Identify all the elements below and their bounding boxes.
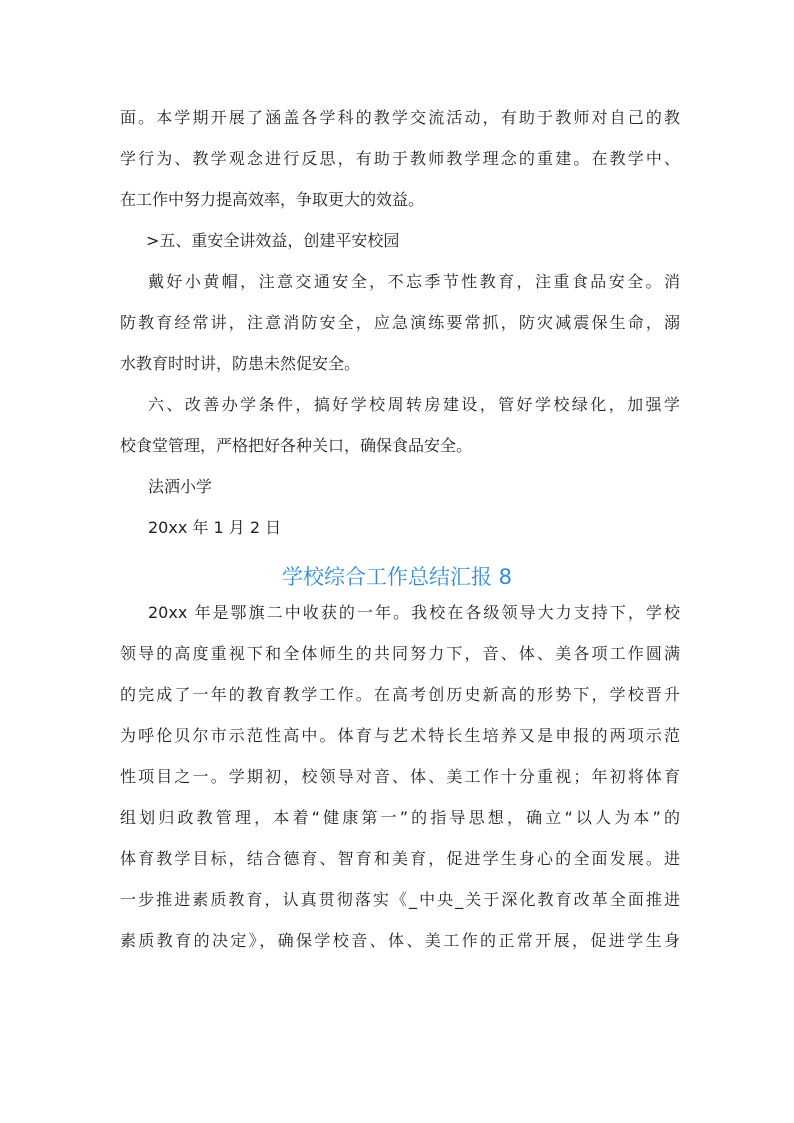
paragraph-line: 为呼伦贝尔市示范性高中。体育与艺术特长生培养又是申报的两项示范 [120,726,680,745]
paragraph-line: 体育教学目标，结合德育、智育和美育，促进学生身心的全面发展。进 [120,849,680,868]
paragraph-line: 戴好小黄帽，注意交通安全，不忘季节性教育，注重食品安全。消 [148,272,680,291]
paragraph-line: 的完成了一年的教育教学工作。在高考创历史新高的形势下，学校晋升 [120,685,680,704]
paragraph-line: 面。本学期开展了涵盖各学科的教学交流活动，有助于教师对自己的教 [120,108,680,127]
paragraph-line: 20xx 年是鄂旗二中收获的一年。我校在各级领导大力支持下，学校 [148,603,680,622]
paragraph-line: 性项目之一。学期初，校领导对音、体、美工作十分重视；年初将体育 [120,767,680,786]
paragraph-line: 领导的高度重视下和全体师生的共同努力下，音、体、美各项工作圆满 [120,644,680,663]
paragraph-line: 校食堂管理，严格把好各种关口，确保食品安全。 [120,436,473,455]
signature: 法洒小学 [148,477,213,496]
paragraph-line: 素质教育的决定》，确保学校音、体、美工作的正常开展，促进学生身 [120,931,680,950]
section-heading: >五、重安全讲效益，创建平安校园 [146,231,400,250]
paragraph-line: 一步推进素质教育，认真贯彻落实《_中央_关于深化教育改革全面推进 [120,890,680,909]
paragraph-line: 防教育经常讲，注意消防安全，应急演练要常抓，防灾减震保生命，溺 [120,313,680,332]
paragraph-line: 学行为、教学观念进行反思，有助于教师教学理念的重建。在教学中、 [120,149,680,168]
paragraph-line: 组划归政教管理，本着“健康第一”的指导思想，确立“以人为本”的 [120,808,680,827]
date: 20xx 年 1 月 2 日 [148,518,282,537]
paragraph-line: 在工作中努力提高效率，争取更大的效益。 [120,190,425,209]
paragraph-line: 六、改善办学条件，搞好学校周转房建设，管好学校绿化，加强学 [148,395,680,414]
paragraph-line: 水教育时时讲，防患未然促安全。 [120,354,361,373]
report-title: 学校综合工作总结汇报 8 [281,565,513,589]
